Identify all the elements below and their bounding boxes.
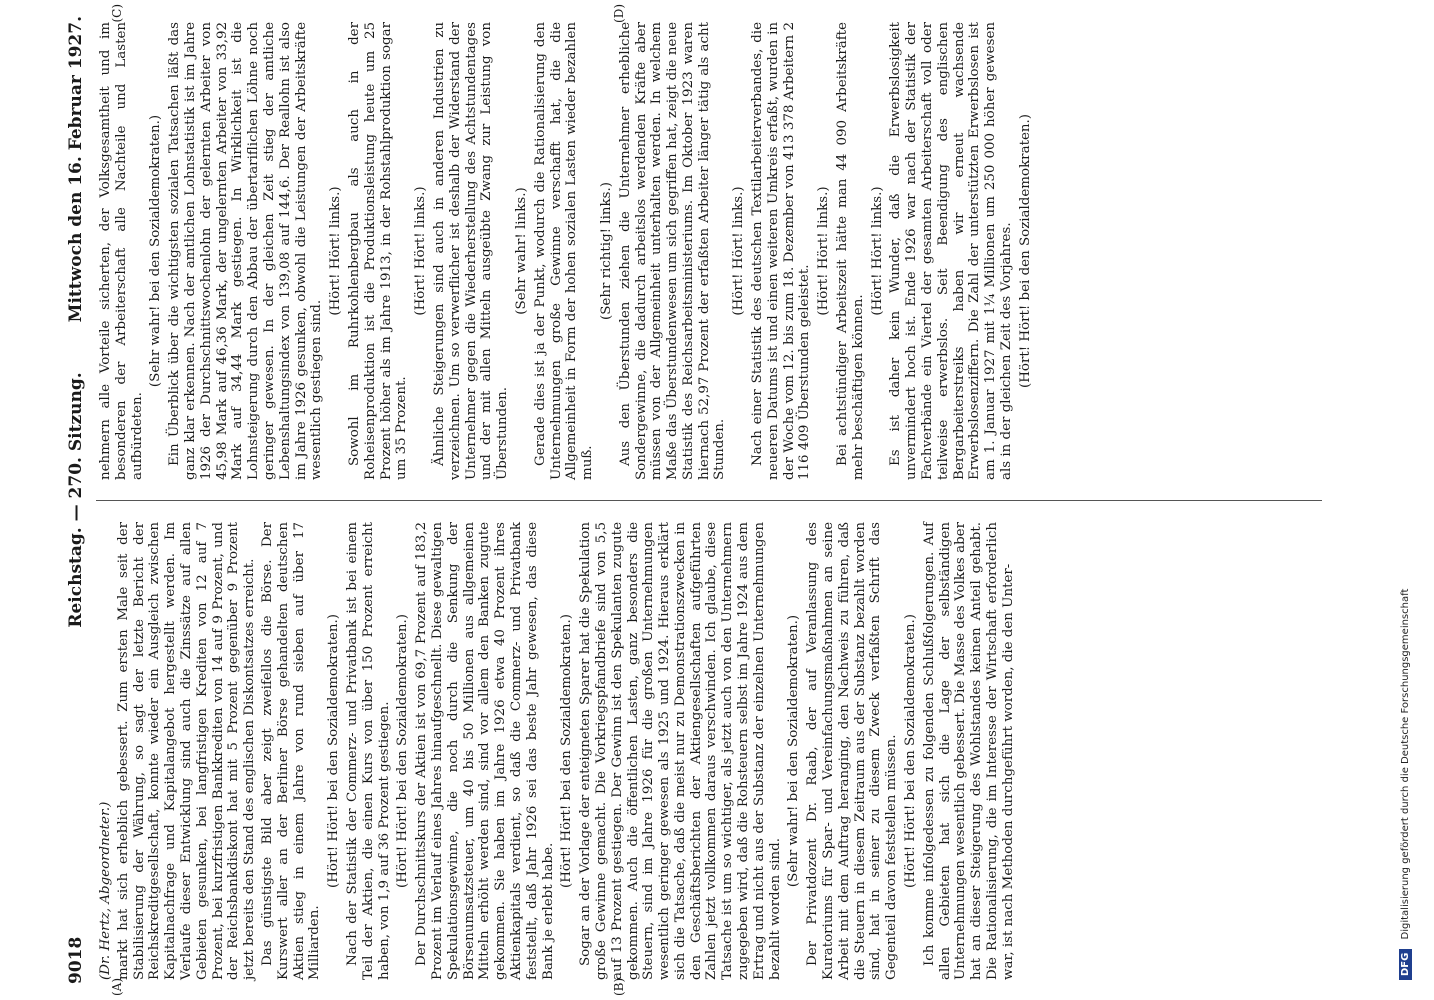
paragraph: nehmern alle Vorteile sicherten, der Volksgesamtheit und im besonderen der Arbeiterschaft alle Nachteile und Lasten aufbürdeten. (98, 22, 145, 480)
margin-mark-a: (A) (110, 977, 124, 996)
page-header (66, 16, 92, 984)
interjection: (Hört! Hört! bei den Sozialdemokraten.) (395, 614, 411, 888)
right-column (98, 22, 1374, 480)
paragraph: Gerade dies ist ja der Punkt, wodurch die Rationalisierung den Unternehmungen große Gewinne verschafft hat, die die Allgemeinheit in Form der hohen sozialen Lasten wieder bezahlen muß. (532, 22, 596, 480)
paragraph: Aus den Überstunden ziehen die Unternehmer erhebliche Sondergewinne, die dadurch arbeitslos werdenden Kräfte aber müssen von der Allgemeinheit unterhalten werden. In welchem Maße das Überstundenwesen um sich gegriffen hat, zeigt die neue Statistik des Reichsarbeitsministeriums. Im Oktober 1923 waren hiernach 52,97 Prozent der erfaßten Arbeiter länger tätig als acht Stunden. (617, 22, 728, 480)
digitization-credit (1399, 589, 1412, 980)
interjection: (Hört! Hört! bei den Sozialdemokraten.) (559, 614, 575, 888)
interjection: (Sehr wahr! links.) (513, 187, 529, 315)
header-title: Reichstag. — 270. Sitzung. (66, 372, 86, 628)
paragraph: Das günstigste Bild aber zeigt zweifellos die Börse. Der Kurswert aller an der Berliner Börse gehandelten deutschen Aktien stieg in einem Jahre von rund sieben auf über 17 Milliarden. (259, 522, 323, 980)
paragraph: Ähnliche Steigerungen sind auch in anderen Industrien zu verzeichnen. Um so verwerflicher ist deshalb der Widerstand der Unternehmer gegen die Wiederherstellung des Achtstundentages und der mit allen Mitteln ausgeübte Zwang zur Leistung von Überstunden. (431, 22, 511, 480)
margin-mark-b: (B) (612, 977, 626, 996)
interjection: (Hört! Hört! links.) (731, 186, 747, 316)
paragraph: Nach der Statistik der Commerz- und Privatbank ist bei einem Teil der Aktien, die einen Kurs von über 150 Prozent erreicht haben, von 1,9 auf 36 Prozent gestiegen. (344, 522, 392, 980)
page-number: 9018 (66, 936, 86, 984)
paragraph: Ich komme infolgedessen zu folgenden Schlußfolgerungen. Auf allen Gebieten hat sich die Lage der selbständigen Unternehmungen wesentlich gebessert. Die Masse des Volkes aber hat an dieser Steigerung des Wohlstandes keinen Anteil gehabt. Die Rationalisierung, die im Interesse der Wirtschaft erforderlich war, ist nach Methoden durchgeführt worden, die den Unter- (921, 522, 1016, 980)
paragraph: markt hat sich erheblich gebessert. Zum ersten Male seit der Stabilisierung der Währung, so sagt der letzte Bericht der Reichskreditgesellschaft, konnte wieder ein Ausgleich zwischen Kapitalnachfrage und Kapitalangebot hergestellt werden. Im Verlaufe dieser Entwicklung sind auch die Zinssätze auf allen Gebieten gesunken, bei langfristigen Krediten von 12 auf 7 Prozent, bei kurzfristigen Bankkrediten von 14 auf 9 Prozent, und der Reichsbankdiskont hat mit 5 Prozent gegenüber 9 Prozent jetzt bereits den Stand des englischen Diskontsatzes erreicht. (115, 522, 258, 980)
interjection: (Sehr richtig! links.) (598, 182, 614, 320)
interjection: (Hört! Hört! bei den Sozialdemokraten.) (903, 614, 919, 888)
interjection: (Hört! Hört! bei den Sozialdemokraten.) (326, 614, 342, 888)
interjection: (Hört! Hört! links.) (816, 186, 832, 316)
margin-mark-d: (D) (612, 4, 626, 23)
paragraph: Bei achtstündiger Arbeitszeit hätte man 44 090 Arbeitskräfte mehr beschäftigen können. (835, 22, 866, 480)
header-date: Mittwoch den 16. Februar 1927. (66, 16, 86, 323)
paragraph: Es ist daher kein Wunder, daß die Erwerbslosigkeit unvermindert hoch ist. Ende 1926 war nach der Statistik der Fachverbände ein Viertel der gesamten Arbeiterschaft voll oder teilweise erwerbslos. Seit Beendigung des englischen Bergarbeiterstreiks haben wir erneut wachsende Erwerbslosenziffern. Die Zahl der unterstützten Erwerbslosen ist am 1. Januar 1927 mit 1¼ Millionen um 250 000 höher gewesen als in der gleichen Zeit des Vorjahres. (888, 22, 1015, 480)
interjection: (Sehr wahr! bei den Sozialdemokraten.) (148, 114, 164, 388)
paragraph: Der Privatdozent Dr. Raab, der auf Veranlassung des Kuratoriums für Spar- und Vereinfachungsmaßnahmen an seine Arbeit mit dem Auftrag heranging, den Nachweis zu führen, daß die Steuern in diesem Zeitraum aus der Substanz bezahlt worden sind, hat in seiner zu diesem Zweck verfaßten Schrift das Gegenteil davon feststellen müssen. (805, 522, 900, 980)
paragraph: Der Durchschnittskurs der Aktien ist von 69,7 Prozent auf 183,2 Prozent im Verlauf eines Jahres hinaufgeschnellt. Diese gewaltigen Spekulationsgewinne, die noch durch die Senkung der Börsenumsatzsteuer, um 40 bis 50 Millionen aus allgemeinen Mitteln erhöht werden sind, sind vor allem den Banken zugute gekommen. Sie haben im Jahre 1926 etwa 40 Prozent ihres Aktienkapitals verdient, so daß die Commerz- und Privatbank feststellt, daß Jahr 1926 sei das beste Jahr gewesen, das diese Bank je erlebt habe. (414, 522, 556, 980)
interjection: (Hört! Hört! links.) (413, 186, 429, 316)
paragraph: Nach einer Statistik des deutschen Textilarbeiterverbandes, die neueren Datums ist und einen weiteren Umkreis erfaßt, wurden in der Woche vom 12. bis zum 18. Dezember von 413 378 Arbeitern 2 116 409 Überstunden geleistet. (750, 22, 813, 480)
interjection: (Hört! Hört! bei den Sozialdemokraten.) (1017, 114, 1033, 388)
credit-text: Digitalisierung gefördert durch die Deutsche Forschungsgemeinschaft (1400, 588, 1411, 940)
margin-mark-c: (C) (110, 4, 124, 23)
dfg-logo: DFG (1399, 949, 1412, 980)
paragraph: Sogar an der Vorlage der enteigneten Sparer hat die Spekulation große Gewinne gemacht. Die Vorkriegspfandbriefe sind von 5,5 auf 13 Prozent gestiegen. Der Gewinn ist den Spekulanten zugute gekommen. Auch die öffentlichen Lasten, ganz besonders die Steuern, sind im Jahre 1926 für die großen Unternehmungen wesentlich geringer gewesen als 1925 und 1924. Hieraus erklärt sich die Tatsache, daß die meist nur zu Demonstrationszwecken in den Geschäftsberichten der Aktiengesellschaften aufgeführten Zahlen jetzt vollkommen daraus verschwinden. Ich glaube, diese Tatsache ist um so wichtiger, als jetzt auch von den Unternehmern zugegeben wird, daß die Rohsteuern selbst im Jahre 1924 aus dem Ertrag und nicht aus der Substanz der einzelnen Unternehmungen bezahlt worden sind. (578, 521, 783, 980)
interjection: (Sehr wahr! bei den Sozialdemokraten.) (786, 614, 802, 888)
interjection: (Hört! Hört! links.) (328, 186, 344, 316)
paragraph: Sowohl im Ruhrkohlenbergbau als auch in der Roheisenproduktion ist die Produktionsleistung heute um 25 Prozent höher als im Jahre 1913, in der Rohstahlproduktion sogar um 35 Prozent. (346, 22, 410, 480)
speaker-line: (Dr. Hertz, Abgeordneter.) (98, 801, 113, 980)
column-divider (96, 500, 1322, 501)
left-column (98, 522, 1374, 980)
paragraph: Ein Überblick über die wichtigsten sozialen Tatsachen läßt das ganz klar erkennen. Nach der amtlichen Lohnstatistik ist im Jahre 1926 der Durchschnittswochenlohn der gelernten Arbeiter von 45,98 Mark auf 46,36 Mark, der ungelernten Arbeiter von 33,92 Mark auf 34,44 Mark gestiegen. In Wirklichkeit ist die Lohnsteigerung durch den Abbau der übertariflichen Löhne noch geringer gewesen. In der gleichen Zeit stieg der amtliche Lebenshaltungsindex von 139,08 auf 144,6. Der Reallohn ist also im Jahre 1926 gesunken, obwohl die Leistungen der Arbeitskräfte wesentlich gestiegen sind. (167, 22, 325, 480)
document-page (52, 4, 1411, 996)
interjection: (Hört! Hört! links.) (869, 186, 885, 316)
